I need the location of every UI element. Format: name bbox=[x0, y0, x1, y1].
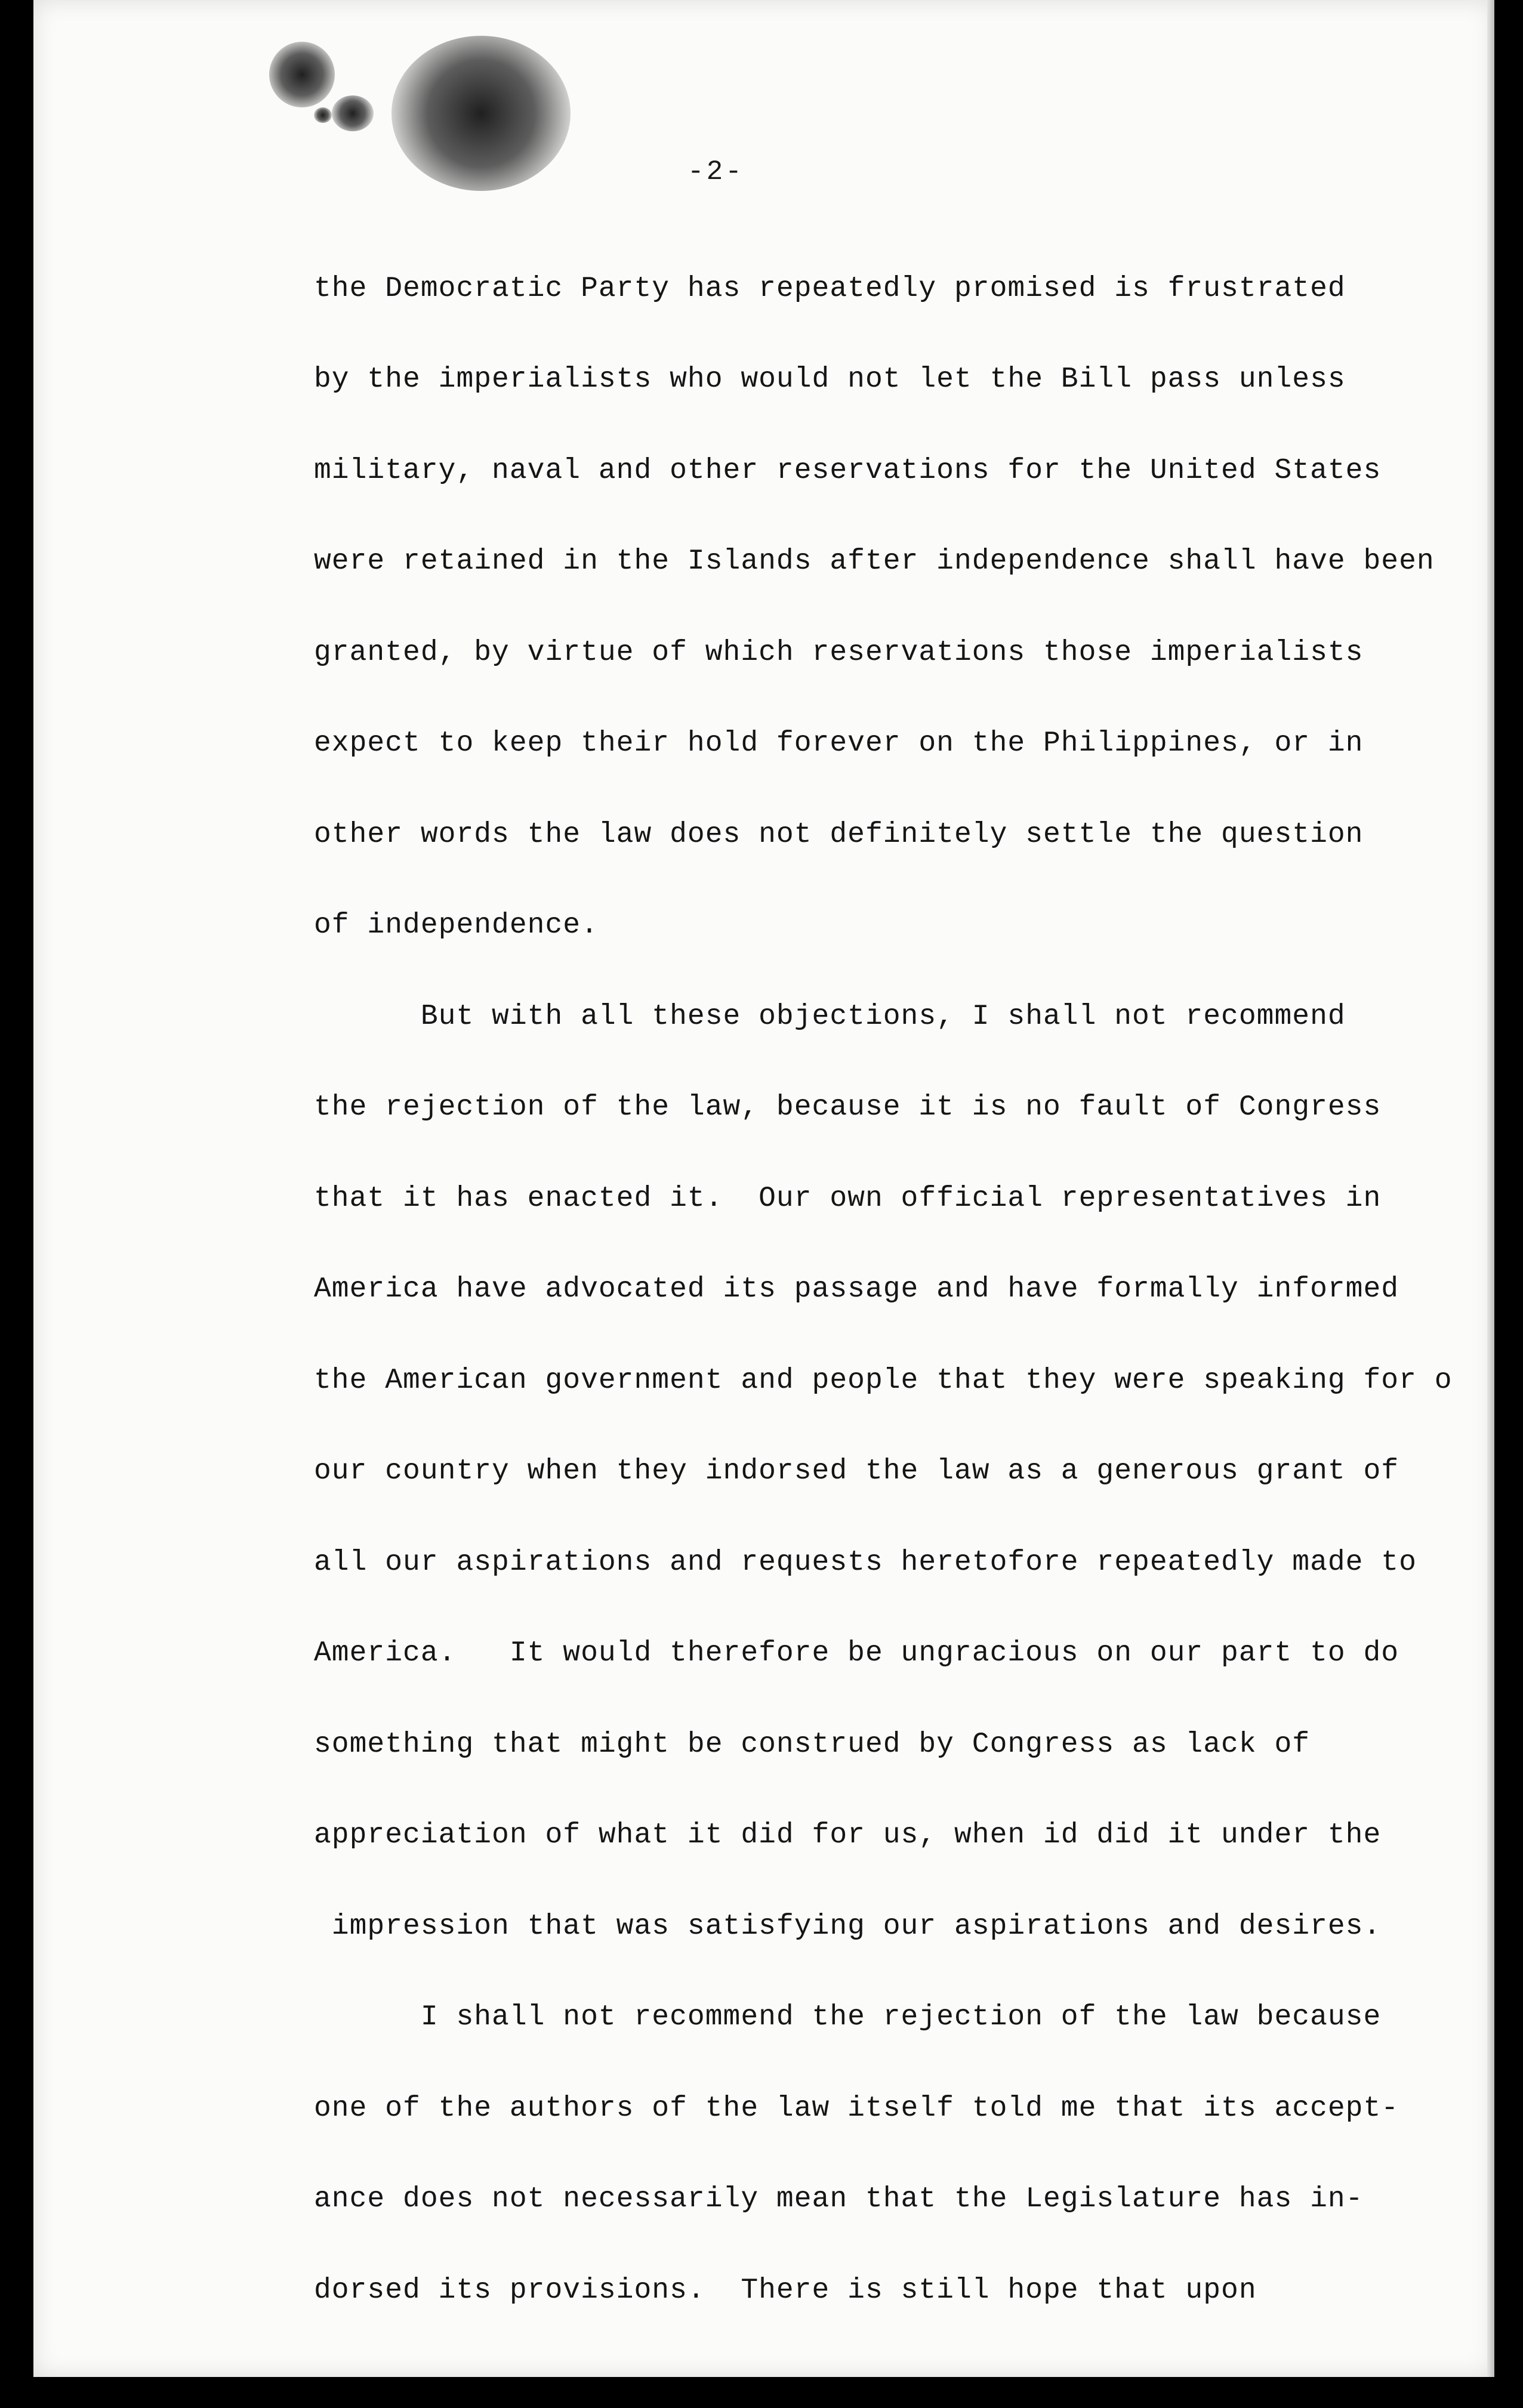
text-line: impression that was satisfying our aspirations and desires. bbox=[314, 1910, 1382, 1943]
text-line: the Democratic Party has repeatedly promised is frustrated bbox=[314, 273, 1346, 305]
text-line: appreciation of what it did for us, when id did it under the bbox=[314, 1819, 1382, 1851]
text-line: were retained in the Islands after independence shall have been bbox=[314, 545, 1435, 578]
text-line: But with all these objections, I shall not recommend bbox=[314, 1001, 1346, 1033]
text-line: I shall not recommend the rejection of the law because bbox=[314, 2001, 1382, 2033]
text-line: the rejection of the law, because it is no fault of Congress bbox=[314, 1091, 1382, 1123]
text-line: dorsed its provisions. There is still hope that upon bbox=[314, 2274, 1257, 2307]
text-line: something that might be construed by Congress as lack of bbox=[314, 1728, 1311, 1761]
paper-edge bbox=[1487, 0, 1494, 2377]
ink-smudge bbox=[332, 95, 374, 131]
text-line: ance does not necessarily mean that the Legislature has in- bbox=[314, 2183, 1364, 2215]
text-line: by the imperialists who would not let the Bill pass unless bbox=[314, 363, 1346, 396]
text-line: of independence. bbox=[314, 909, 599, 941]
typed-page bbox=[33, 0, 1494, 2377]
text-line: other words the law does not definitely settle the question bbox=[314, 819, 1364, 851]
ink-smudge bbox=[391, 36, 571, 191]
text-line: military, naval and other reservations for the United States bbox=[314, 455, 1382, 487]
text-line: America have advocated its passage and have formally informed bbox=[314, 1273, 1399, 1305]
text-line: that it has enacted it. Our own official representatives in bbox=[314, 1183, 1382, 1215]
text-line: all our aspirations and requests heretofore repeatedly made to bbox=[314, 1546, 1417, 1579]
ink-smudge bbox=[269, 42, 335, 107]
page-number: -2- bbox=[687, 156, 744, 187]
text-line: our country when they indorsed the law as a generous grant of bbox=[314, 1455, 1399, 1487]
text-line: the American government and people that they were speaking for o bbox=[314, 1364, 1453, 1397]
text-line: granted, by virtue of which reservations those imperialists bbox=[314, 637, 1364, 669]
text-line: expect to keep their hold forever on the Philippines, or in bbox=[314, 727, 1364, 760]
text-line: America. It would therefore be ungracious on our part to do bbox=[314, 1637, 1399, 1669]
text-line: one of the authors of the law itself told me that its accept- bbox=[314, 2092, 1399, 2125]
ink-smudge bbox=[314, 107, 332, 123]
